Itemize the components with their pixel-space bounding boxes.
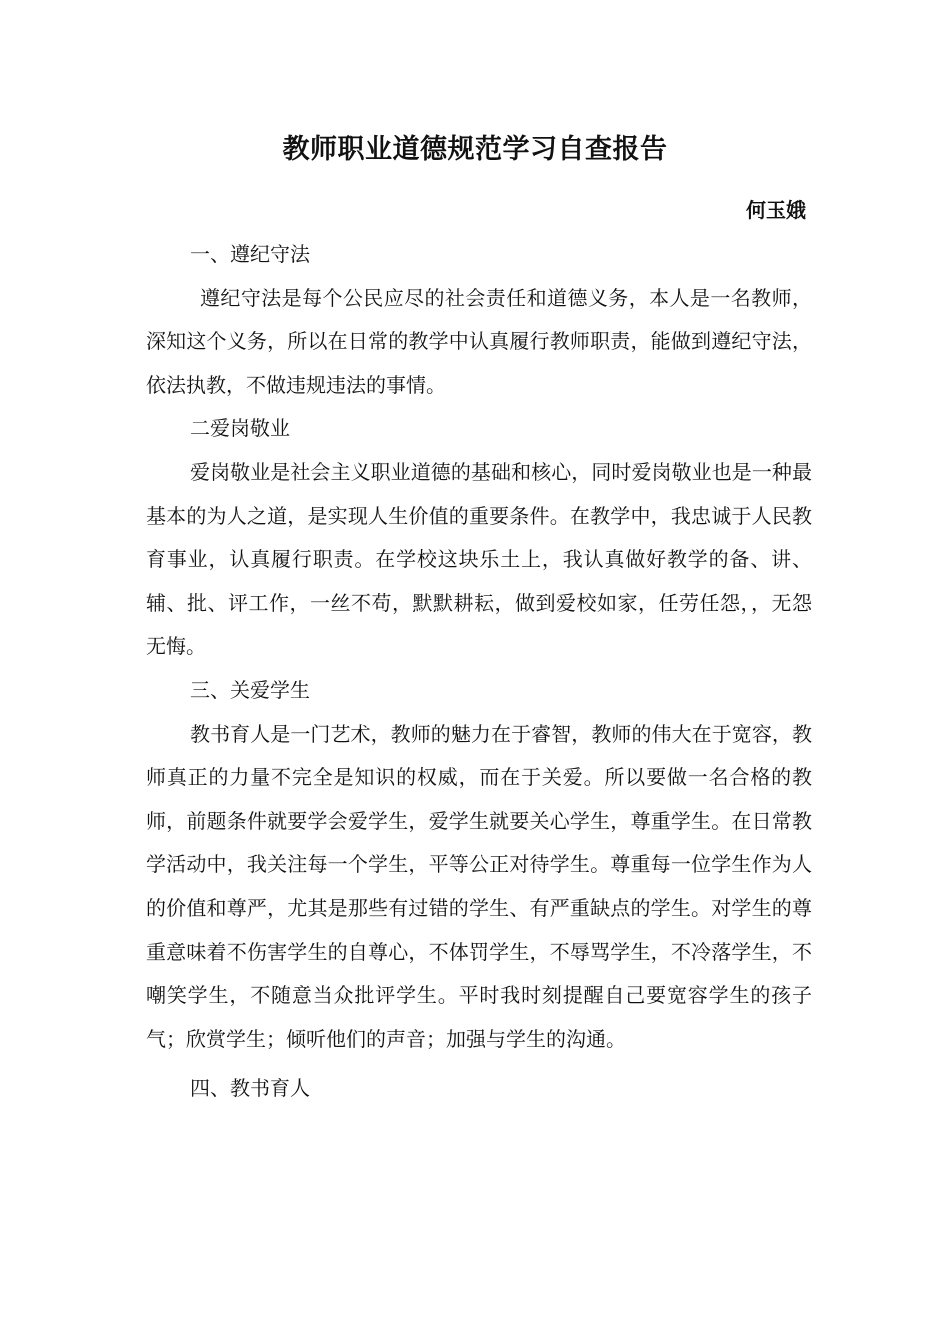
document-body — [146, 233, 812, 1111]
section-paragraph-2: 爱岗敬业是社会主义职业道德的基础和核心，同时爱岗敬业也是一种最基本的为人之道，是实现人生价值的重要条件。在教学中，我忠诚于人民教育事业，认真履行职责。在学校这块乐土上，我认真做好教学的备、讲、辅、批、评工作，一丝不苟，默默耕耘，做到爱校如家，任劳任怨，，无怨无悔。 — [146, 459, 812, 659]
section-heading-4: 四、教书育人 — [190, 1076, 310, 1101]
section-paragraph-3: 教书育人是一门艺术，教师的魅力在于睿智，教师的伟大在于宽容，教师真正的力量不完全是知识的权威，而在于关爱。所以要做一名合格的教师，前题条件就要学会爱学生，爱学生就要关心学生，尊重学生。在日常教学活动中，我关注每一个学生，平等公正对待学生。尊重每一位学生作为人的价值和尊严，尤其是那些有过错的学生、有严重缺点的学生。对学生的尊重意味着不伤害学生的自尊心，不体罚学生，不辱骂学生，不冷落学生，不嘲笑学生，不随意当众批评学生。平时我时刻提醒自己要宽容学生的孩子气；欣赏学生；倾听他们的声音；加强与学生的沟通。 — [146, 721, 812, 1051]
section-heading-2: 二爱岗敬业 — [190, 416, 290, 441]
document-author: 何玉娥 — [746, 198, 806, 222]
document-title: 教师职业道德规范学习自查报告 — [282, 134, 668, 165]
section-heading-1: 一、遵纪守法 — [190, 242, 310, 266]
section-heading-3: 三、关爱学生 — [190, 677, 310, 702]
section-paragraph-1: 遵纪守法是每个公民应尽的社会责任和道德义务，本人是一名教师，深知这个义务，所以在日常的教学中认真履行教师职责，能做到遵纪守法，依法执教，不做违规违法的事情。 — [146, 285, 812, 397]
